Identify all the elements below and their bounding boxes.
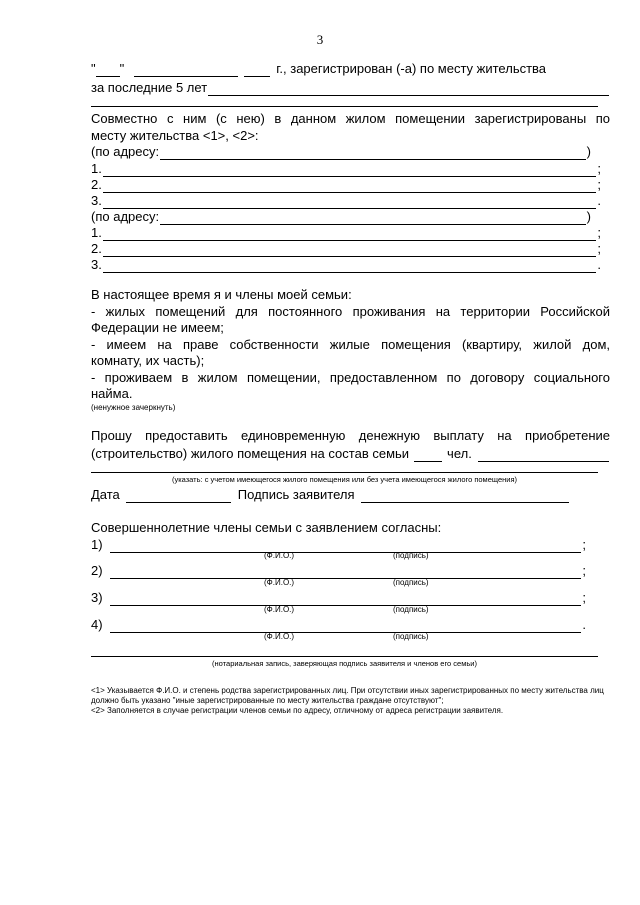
person-1-1: 1. ; <box>91 161 601 176</box>
quote-close: " <box>119 61 125 76</box>
last-5-years-blank[interactable] <box>208 83 609 96</box>
person-blank[interactable] <box>103 244 597 257</box>
cohabitants-line-2: месту жительства <1>, <2>: <box>91 127 259 143</box>
extra-line[interactable] <box>91 106 598 107</box>
footnote-1: <1> Указывается Ф.И.О. и степень родства зарегистрированных лиц. При отсутствии иных зарегистрированных по месту жительства лиц должно быть указано "иные зарегистрированные по месту жительства граждане отсутствуют"; <box>91 686 604 705</box>
quote-open: " <box>91 61 96 76</box>
applicant-signature-blank[interactable] <box>361 490 569 503</box>
footnotes <box>91 686 611 716</box>
cohabitants-line-1: Совместно с ним (с нею) в данном жилом помещении зарегистрированы по <box>91 111 610 126</box>
registration-line <box>91 61 610 77</box>
fio-caption: (Ф.И.О.) <box>264 605 295 614</box>
signature-caption: (подпись) <box>393 578 429 587</box>
date-sign-line <box>91 487 610 503</box>
adult-blank[interactable] <box>110 593 582 606</box>
adult-1: 1) ; <box>91 537 586 552</box>
strike-note: (ненужное зачеркнуть) <box>91 402 176 412</box>
address-1-line <box>91 144 591 160</box>
person-blank[interactable] <box>103 164 597 177</box>
persons-extra-blank[interactable] <box>478 449 609 462</box>
adult-blank[interactable] <box>110 566 582 579</box>
fio-caption: (Ф.И.О.) <box>264 632 295 641</box>
person-2-2: 2. ; <box>91 241 601 256</box>
request-note: (указать: с учетом имеющегося жилого помещения или без учета имеющегося жилого помещения) <box>171 475 518 484</box>
adult-2: 2) ; <box>91 563 586 578</box>
request-line-1: Прошу предоставить единовременную денежную выплату на приобретение <box>91 428 610 443</box>
person-blank[interactable] <box>103 228 597 241</box>
person-blank[interactable] <box>103 260 597 273</box>
adult-blank[interactable] <box>110 540 582 553</box>
last-5-years-label: за последние 5 лет <box>91 80 208 95</box>
family-housing-section <box>91 287 610 413</box>
request-line-2: (строительство) жилого помещения на состав семьи <box>91 445 410 461</box>
registration-text: г., зарегистрирован (-а) по месту жительства <box>276 61 547 76</box>
address-label: (по адресу: <box>91 144 160 159</box>
adults-title: Совершеннолетние члены семьи с заявлением согласны: <box>91 520 442 535</box>
address-2-blank[interactable] <box>160 212 586 225</box>
family-item-2a: - имеем на праве собственности жилые помещения (квартиру, жилой дом, <box>91 336 610 352</box>
address-1-blank[interactable] <box>160 147 586 160</box>
person-blank[interactable] <box>103 196 597 209</box>
address-2-line <box>91 209 591 225</box>
cohabitants-intro <box>91 111 610 144</box>
date-label: Дата <box>91 487 120 502</box>
family-item-3a: - проживаем в жилом помещении, предоставленном по договору социального <box>91 369 610 385</box>
day-blank[interactable] <box>96 64 120 77</box>
person-1-2: 2. ; <box>91 177 601 192</box>
family-item-2b: комнату, их часть); <box>91 353 205 368</box>
notary-line[interactable] <box>91 656 598 657</box>
family-item-1a: - жилых помещений для постоянного проживания на территории Российской <box>91 303 610 319</box>
adult-3: 3) ; <box>91 590 586 605</box>
fio-caption: (Ф.И.О.) <box>264 578 295 587</box>
last-5-years-line <box>91 80 610 96</box>
adult-4: 4) . <box>91 617 586 632</box>
request-note-line[interactable] <box>91 472 598 473</box>
family-intro: В настоящее время я и члены моей семьи: <box>91 287 352 302</box>
family-item-3b: найма. <box>91 386 133 401</box>
fio-caption: (Ф.И.О.) <box>264 551 295 560</box>
address-close: ) <box>586 209 591 224</box>
footnote-2: <2> Заполняется в случае регистрации членов семьи по адресу, отличному от адреса регистрации заявителя. <box>91 706 504 715</box>
month-blank[interactable] <box>134 64 238 77</box>
persons-label: чел. <box>447 445 472 461</box>
request-section <box>91 428 610 462</box>
signature-caption: (подпись) <box>393 551 429 560</box>
person-2-1: 1. ; <box>91 225 601 240</box>
page-number: 3 <box>316 32 324 47</box>
date-blank[interactable] <box>126 490 231 503</box>
family-item-1b: Федерации не имеем; <box>91 320 224 335</box>
address-label: (по адресу: <box>91 209 160 224</box>
address-close: ) <box>586 144 591 159</box>
notary-caption: (нотариальная запись, заверяющая подпись заявителя и членов его семьи) <box>212 659 477 668</box>
sign-label: Подпись заявителя <box>237 487 355 502</box>
person-2-3: 3. . <box>91 257 601 272</box>
signature-caption: (подпись) <box>393 605 429 614</box>
adult-blank[interactable] <box>110 620 582 633</box>
person-blank[interactable] <box>103 180 597 193</box>
person-1-3: 3. . <box>91 193 601 208</box>
family-size-blank[interactable] <box>414 449 442 462</box>
year-blank[interactable] <box>244 64 270 77</box>
signature-caption: (подпись) <box>393 632 429 641</box>
